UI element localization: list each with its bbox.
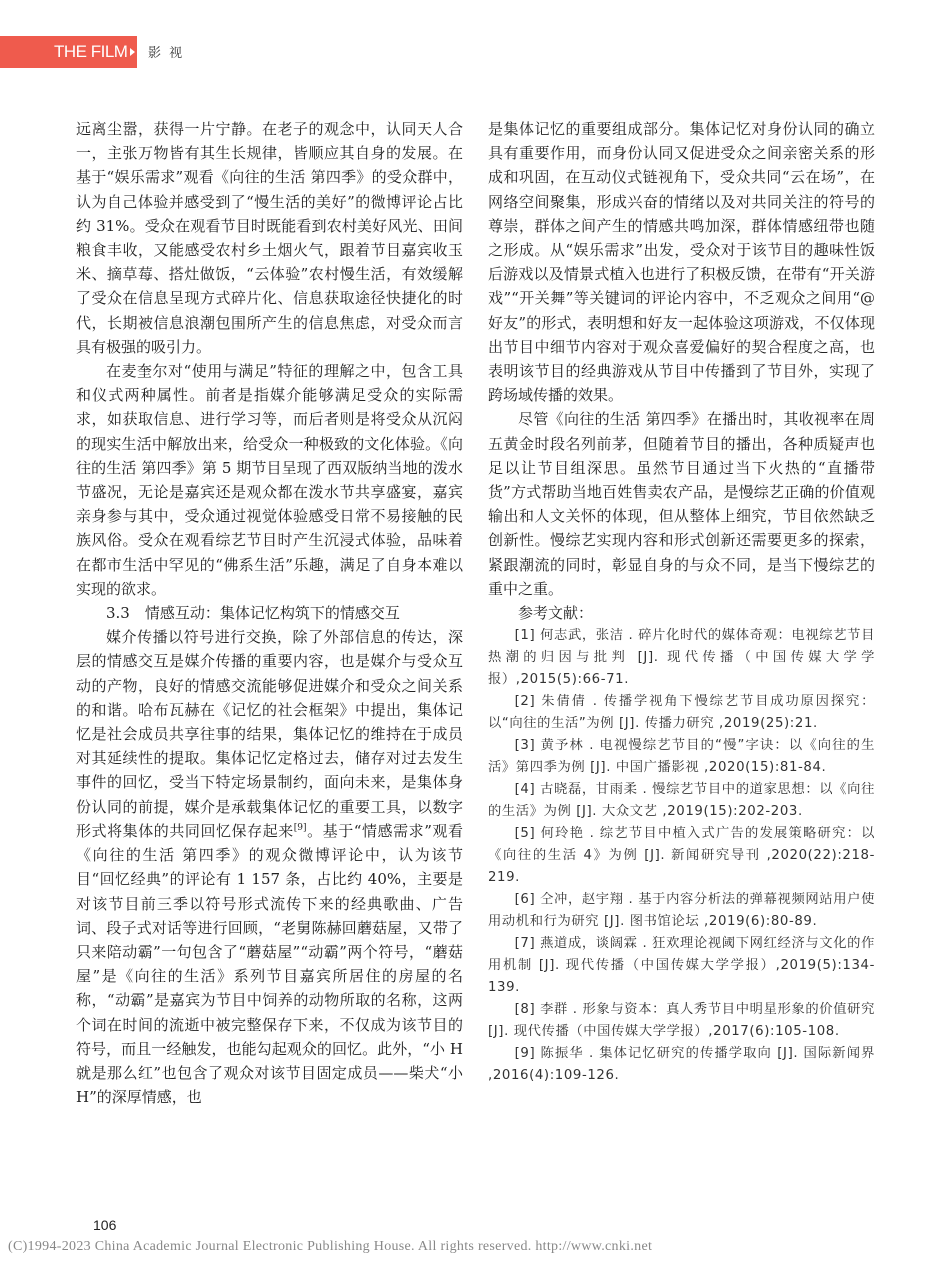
section-heading: 3.3 情感互动：集体记忆构筑下的情感交互 <box>106 604 400 623</box>
reference-item: [3] 黄予林 . 电视慢综艺节目的“慢”字诀：以《向往的生活》第四季为例 [J]. 中国广播影视 ,2020(15):81-84. <box>488 738 875 776</box>
reference-item: [4] 古晓磊，甘雨柔 . 慢综艺节目中的道家思想：以《向往的生活》为例 [J]. 大众文艺 ,2019(15):202-203. <box>488 782 875 820</box>
reference-item: [1] 何志武，张洁 . 碎片化时代的媒体奇观：电视综艺节目热潮的归因与批判 [J]. 现代传播（中国传媒大学学报）,2015(5):66-71. <box>488 628 875 688</box>
paragraph: 是集体记忆的重要组成部分。集体记忆对身份认同的确立具有重要作用，而身份认同又促进受众之间亲密关系的形成和巩固，在互动仪式链视角下，受众共同“云在场”，在网络空间聚集，形成兴奋的情绪以及对共同关注的符号的尊崇，群体之间产生的情感共鸣加深，群体情感纽带也随之形成。从“娱乐需求”出发，受众对于该节目的趣味性饭后游戏以及情景式植入也进行了积极反馈，在带有“开关游戏”“开关舞”等关键词的评论内容中，不乏观众之间用“@ 好友”的形式，表明想和好友一起体验这项游戏，不仅体现出节目中细节内容对于观众喜爱偏好的契合程度之高，也表明该节目的经典游戏从节目中传播到了节目外，实现了跨场域传播的效果。 <box>488 120 875 405</box>
brand-label: THE FILM <box>54 42 128 61</box>
right-column <box>488 117 875 1087</box>
paragraph: 在麦奎尔对“使用与满足”特征的理解之中，包含工具和仪式两种属性。前者是指媒介能够满足受众的实际需求，如获取信息、进行学习等，而后者则是将受众从沉闷的现实生活中解放出来，给受众一种极致的文化体验。《向往的生活 第四季》第 5 期节目呈现了西双版纳当地的泼水节盛况，无论是嘉宾还是观众都在泼水节共享盛宴，嘉宾亲身参与其中，受众通过视觉体验感受日常不易接触的民族风俗。受众在观看综艺节目时产生沉浸式体验，品味着在都市生活中罕见的“佛系生活”乐趣，满足了自身本难以实现的欲求。 <box>76 362 463 598</box>
reference-item: [6] 仝冲，赵宇翔 . 基于内容分析法的弹幕视频网站用户使用动机和行为研究 [J]. 图书馆论坛 ,2019(6):80-89. <box>488 892 875 930</box>
reference-item: [2] 朱倩倩 . 传播学视角下慢综艺节目成功原因探究：以“向往的生活”为例 [J]. 传播力研究 ,2019(25):21. <box>488 694 875 732</box>
arrow-right-icon <box>130 48 135 56</box>
copyright-footer: (C)1994-2023 China Academic Journal Electronic Publishing House. All rights reserved. http://www.cnki.net <box>8 1239 653 1254</box>
left-column <box>76 117 463 1109</box>
reference-item: [9] 陈振华 . 集体记忆研究的传播学取向 [J]. 国际新闻界 ,2016(4):109-126. <box>488 1046 875 1084</box>
paragraph <box>76 625 463 1109</box>
references-list <box>488 625 875 1087</box>
citation-marker[interactable]: [9] <box>293 822 307 833</box>
references-title: 参考文献： <box>518 604 594 623</box>
paragraph-text: 媒介传播以符号进行交换，除了外部信息的传达，深层的情感交互是媒介传播的重要内容，也是媒介与受众互动的产物，良好的情感交流能够促进媒介和受众之间关系的和谐。哈布瓦赫在《记忆的社会框架》中提出，集体记忆是社会成员共享往事的结果，集体记忆的维持在于成员对其延续性的提取。集体记忆定格过去，储存对过去发生事件的回忆，受当下特定场景制约，面向未来，是集体身份认同的前提，媒介是承载集体记忆的重要工具，以数字形式将集体的共同回忆保存起来 <box>76 628 463 840</box>
header-brand-bar <box>0 36 137 68</box>
page-number: 106 <box>93 1217 117 1233</box>
reference-item: [7] 燕道成，谈阔霖 . 狂欢理论视阈下网红经济与文化的作用机制 [J]. 现代传播（中国传媒大学学报）,2019(5):134-139. <box>488 936 875 996</box>
reference-item: [8] 李群 . 形象与资本：真人秀节目中明星形象的价值研究 [J]. 现代传播（中国传媒大学学报）,2017(6):105-108. <box>488 1002 875 1040</box>
paragraph: 远离尘嚣，获得一片宁静。在老子的观念中，认同天人合一，主张万物皆有其生长规律，皆顺应其自身的发展。在基于“娱乐需求”观看《向往的生活 第四季》的受众群中，认为自己体验并感受到了“慢生活的美好”的微博评论占比约 31%。受众在观看节目时既能看到农村美好风光、田间粮食丰收，又能感受农村乡土烟火气，跟着节目嘉宾收玉米、摘草莓、搭灶做饭，“云体验”农村慢生活，有效缓解了受众在信息呈现方式碎片化、信息获取途径快捷化的时代，长期被信息浪潮包围所产生的信息焦虑，对受众而言具有极强的吸引力。 <box>76 120 463 356</box>
section-label: 影 视 <box>148 46 185 61</box>
paragraph: 尽管《向往的生活 第四季》在播出时，其收视率在周五黄金时段名列前茅，但随着节目的播出，各种质疑声也足以让节目组深思。虽然节目通过当下火热的“直播带货”方式帮助当地百姓售卖农产品，是慢综艺正确的价值观输出和人文关怀的体现，但从整体上细究，节目依然缺乏创新性。慢综艺实现内容和形式创新还需要更多的探索，紧跟潮流的同时，彰显自身的与众不同，是当下慢综艺的重中之重。 <box>488 410 875 598</box>
reference-item: [5] 何玲艳 . 综艺节目中植入式广告的发展策略研究：以《向往的生活 4》为例 [J]. 新闻研究导刊 ,2020(22):218-219. <box>488 826 875 886</box>
paragraph-text: 。基于“情感需求”观看《向往的生活 第四季》的观众微博评论中，认为该节目“回忆经典”的评论有 1 157 条，占比约 40%，主要是对该节目前三季以符号形式流传下来的经典歌曲、广告词、段子式对话等进行回顾，“老舅陈赫回蘑菇屋，又带了只来陪动霸”一句包含了“蘑菇屋”“动霸”两个符号，“蘑菇屋”是《向往的生活》系列节目嘉宾所居住的房屋的名称，“动霸”是嘉宾为节目中饲养的动物所取的名称，这两个词在时间的流逝中被完整保存下来，不仅成为该节目的符号，而且一经触发，也能勾起观众的回忆。此外，“小 H 就是那么红”也包含了观众对该节目固定成员——柴犬“小 H”的深厚情感，也 <box>76 821 463 1107</box>
